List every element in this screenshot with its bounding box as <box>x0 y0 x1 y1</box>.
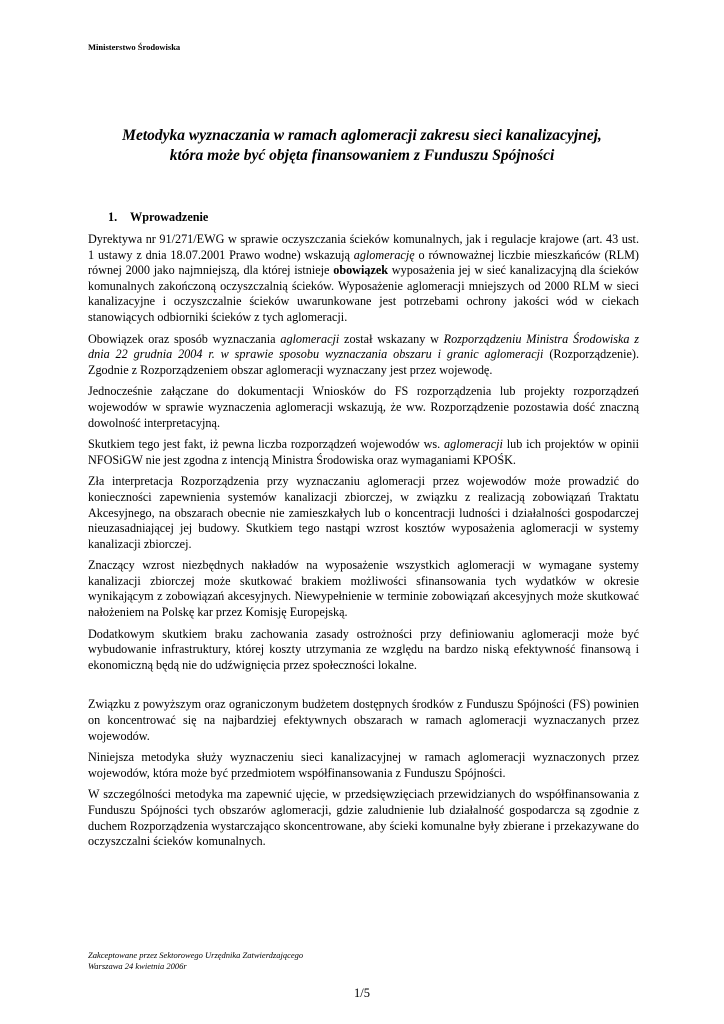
paragraph-5: Zła interpretacja Rozporządzenia przy wyznaczaniu aglomeracji przez wojewodów może prowadzić do konieczności zapewnienia systemów kanalizacji zbiorczej, w związku z realizacją zobowiązań Traktatu Akcesyjnego, na obszarach obecnie nie zamieszkałych lub o koncentracji ludności i działalności gospodarczej nieuzasadniającej jej budowy. Skutkiem tego nastąpi wzrost kosztów wyposażenia aglomeracji w systemy kanalizacji zbiorczej. <box>88 474 639 551</box>
paragraph-1-text-c: o równoważnej liczbie mieszkańców (RLM) równej 2000 jako najmniejszą, dla której istnieje <box>88 247 639 278</box>
section-title: Wprowadzenie <box>130 210 209 224</box>
paragraph-4 <box>88 437 639 468</box>
paragraph-6: Znaczący wzrost niezbędnych nakładów na wyposażenie wszystkich aglomeracji w wymagane systemy kanalizacji zbiorczej może skutkować brakiem możliwości sfinansowania tych wydatków w okresie wynikającym z zobowiązań akcesyjnych. Niewypełnienie w terminie zobowiązań akcesyjnych może skutkować nałożeniem na Polskę kar przez Komisję Europejską. <box>88 558 639 620</box>
paragraph-1-term-aglomeracje: aglomerację <box>353 247 415 262</box>
paragraph-2-text-c: został wskazany w <box>339 331 444 346</box>
paragraph-7: Dodatkowym skutkiem braku zachowania zasady ostrożności przy definiowaniu aglomeracji może być wybudowanie infrastruktury, której koszty utrzymania ze względu na bardzo niską efektywność finansową i ekonomiczną będą nie do udźwignięcia przez społeczności lokalne. <box>88 626 639 672</box>
paragraph-8: Związku z powyższym oraz ograniczonym budżetem dostępnych środków z Funduszu Spójności (FS) powinien on koncentrować się na najbardziej efektywnych obszarach w ramach aglomeracji wyznaczanych przez wojewodów. <box>88 697 639 743</box>
section-heading <box>108 210 208 225</box>
paragraph-10: W szczególności metodyka ma zapewnić ujęcie, w przedsięwzięciach przewidzianych do współfinansowania z Funduszu Spójności tych obszarów aglomeracji, gdzie zaludnienie lub działalność gospodarcza są zgodnie z duchem Rozporządzenia wystarczająco skoncentrowane, aby ścieki komunalne były zbierane i przekazywane do oczyszczalni ścieków komunalnych. <box>88 787 639 849</box>
footer-approval-line: Zakceptowane przez Sektorowego Urzędnika Zatwierdzającego <box>88 950 304 960</box>
document-title <box>70 126 654 166</box>
title-line-2: która może być objęta finansowaniem z Funduszu Spójności <box>169 147 555 164</box>
approval-footer <box>88 950 303 972</box>
ministry-header: Ministerstwo Środowiska <box>88 42 181 52</box>
paragraph-4-text-c: lub ich projektów w opinii NFOSiGW nie jest zgodna z intencją Ministra Środowiska oraz wymaganiami KPOŚK. <box>88 437 639 467</box>
paragraph-2-term-aglomeracji: aglomeracji <box>280 331 340 346</box>
paragraph-2-regulation-title: Rozporządzeniu Ministra Środowiska z dnia 22 grudnia 2004 r. w sprawie sposobu wyznaczania obszaru i granic aglomeracji <box>88 331 639 362</box>
title-line-1: Metodyka wyznaczania w ramach aglomeracji zakresu sieci kanalizacyjnej, <box>122 127 602 144</box>
paragraph-1-term-obowiazek: obowiązek <box>333 263 389 278</box>
section-number: 1. <box>108 210 118 224</box>
paragraph-1 <box>88 232 639 326</box>
page-number: 1/5 <box>354 986 370 1000</box>
paragraph-1-text-e: wyposażenia jej w sieć kanalizacyjną dla ścieków komunalnych zakończoną oczyszczalnią ścieków. Wyposażenie aglomeracji mniejszych od 2000 RLM w sieci kanalizacyjne i oczyszczalnie ścieków uwarunkowane jest potrzebami ochrony jakości wód w ciekach stanowiących odbiorniki ścieków z tych aglomeracji. <box>88 263 639 324</box>
paragraph-2 <box>88 332 639 379</box>
footer-date-line: Warszawa 24 kwietnia 2006r <box>88 961 187 971</box>
paragraph-9: Niniejsza metodyka służy wyznaczeniu sieci kanalizacyjnej w ramach aglomeracji wyznaczonych przez wojewodów, która może być przedmiotem współfinansowania z Funduszu Spójności. <box>88 750 639 780</box>
paragraph-4-text-a: Skutkiem tego jest fakt, iż pewna liczba rozporządzeń wojewodów ws. <box>88 437 445 452</box>
paragraph-4-term-aglomeracji: aglomeracji <box>444 437 503 452</box>
paragraph-1-text-a: Dyrektywa nr 91/271/EWG w sprawie oczyszczania ścieków komunalnych, jak i regulacje krajowe (art. 43 ust. 1 ustawy z dnia 18.07.2001 Prawo wodne) wskazują <box>88 232 639 262</box>
paragraph-2-text-e: (Rozporządzenie). Zgodnie z Rozporządzeniem obszar aglomeracji wyznaczany jest przez wojewodę. <box>88 347 639 377</box>
paragraph-3: Jednocześnie załączane do dokumentacji Wniosków do FS rozporządzenia lub projekty rozporządzeń wojewodów w sprawie wyznaczenia aglomeracji wskazują, że ww. Rozporządzenie pozostawia dość znaczną dowolność interpretacyjną. <box>88 384 639 430</box>
document-body <box>88 232 639 856</box>
paragraph-2-text-a: Obowiązek oraz sposób wyznaczania <box>88 331 281 346</box>
